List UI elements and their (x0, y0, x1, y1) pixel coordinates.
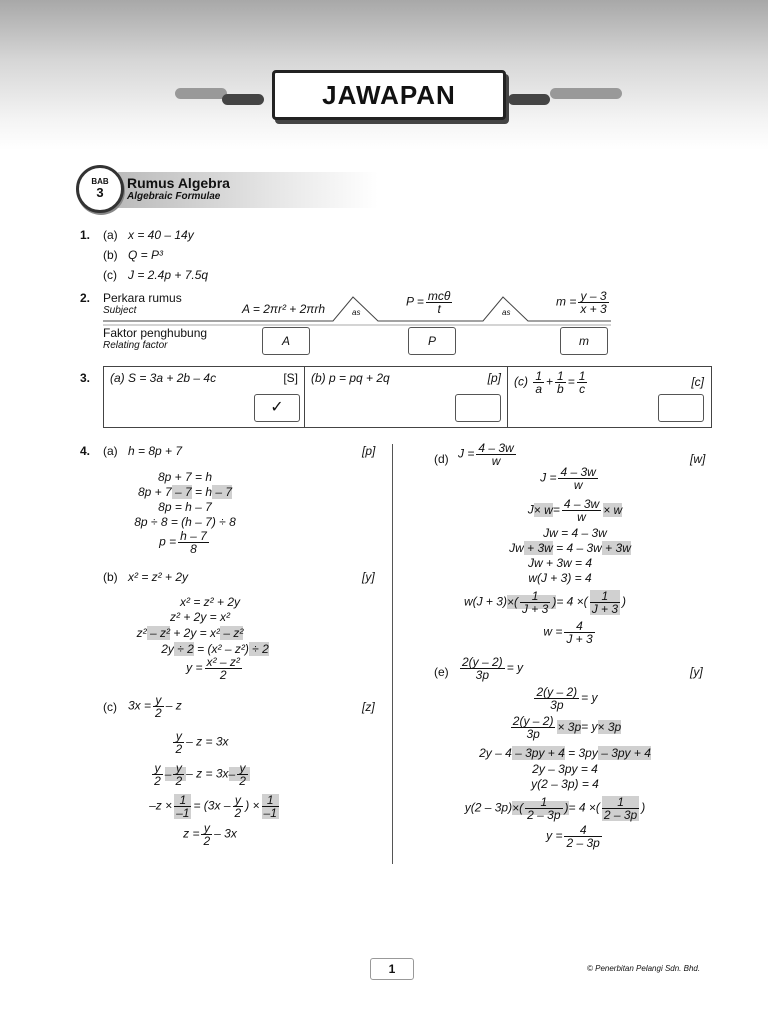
q4c-step-4-rhs: – 3x (214, 826, 237, 841)
q4e-step-2-frac (511, 715, 556, 740)
q4c-tag: [z] (362, 700, 375, 714)
q2-formula-3-num: y – 3 (580, 289, 607, 303)
q4d-tag: [w] (690, 452, 706, 466)
q2-formula-2-num: mcθ (427, 289, 451, 303)
q3-c-eq: = (567, 374, 575, 389)
q4c-step-1-rhs: – z = 3x (186, 734, 229, 749)
q4c-step-2 (120, 762, 280, 787)
q4d-eq-frac (476, 442, 515, 467)
q4c-step-3-frac-2 (262, 794, 279, 819)
q2-formula-3 (556, 290, 611, 315)
q4d-step-7-frac-2 (590, 590, 620, 615)
q4e-step-6-n1: 1 (540, 795, 548, 809)
q3-c-plus: + (546, 374, 554, 389)
q3-c-d3: c (577, 382, 588, 395)
q4e-step-7-num: 4 (579, 823, 587, 837)
q4c-step-1-frac (173, 730, 184, 755)
q4b-step-5-den: 2 (205, 668, 242, 681)
q4a-step-5-frac (178, 530, 209, 555)
q4a-label: (a) (103, 444, 118, 458)
q3-c-answer-box (658, 394, 704, 422)
q4c-step-3 (130, 794, 300, 819)
q4b-step-5-num: x² – z² (206, 655, 240, 669)
q4b-step-5 (165, 656, 265, 681)
q4a-step-2-hl-1: – 7 (171, 485, 192, 499)
q4c-step-1-den: 2 (175, 742, 183, 756)
q4d-step-7-h1: ×( (506, 594, 518, 609)
q3-number: 3. (80, 371, 91, 385)
q3-b-answer-box (455, 394, 501, 422)
q3-cell-a (104, 367, 305, 427)
q4c-step-2-hl-1-pre: – (164, 766, 172, 781)
q4d-eq-num: 4 – 3w (478, 441, 514, 455)
q4c-equation (128, 694, 182, 719)
q4d-step-2-den: w (562, 510, 601, 523)
q3-c-frac-3 (577, 370, 588, 395)
q4d-step-2-num: 4 – 3w (563, 497, 600, 511)
q4e-step-6-pre: y(2 – 3p) (464, 800, 513, 815)
q4e-step-6-d2: 2 – 3p (603, 808, 638, 822)
q4d-step-1 (520, 466, 620, 491)
q4e-step-6-frac-1 (525, 796, 562, 821)
q4c-step-2-hl-1-frac (173, 762, 184, 787)
q4d-step-7-frac-1 (520, 590, 550, 615)
q2-formula-3-lhs: m = (556, 294, 577, 309)
q1-b-label: (b) (103, 248, 118, 262)
q3-b-equation: (b) p = pq + 2q (311, 371, 390, 385)
q4-number: 4. (80, 444, 91, 458)
q4d-step-7-d1: J + 3 (521, 602, 549, 616)
q4c-step-3-yn: y (234, 793, 241, 807)
header-decoration-right-dark (508, 94, 550, 105)
q4e-step-5: y(2 – 3p) = 4 (531, 777, 599, 791)
q4c-eq-lhs: 3x = (128, 698, 152, 713)
q4a-step-2-pre: 8p + 7 (137, 485, 172, 499)
q2-subject-label: Perkara rumus (103, 291, 182, 305)
q2-formula-3-den: x + 3 (580, 302, 607, 316)
q4e-eq-den: 3p (460, 668, 505, 681)
q4c-step-2-frac (152, 762, 163, 787)
q4c-step-4-frac (201, 822, 212, 847)
q4b-step-3-hl-2: – z² (220, 626, 244, 640)
q4d-eq-den: w (476, 454, 515, 467)
q2-answer-box-2: P (408, 327, 456, 355)
q3-c-frac-1 (533, 370, 544, 395)
q4c-step-4-den: 2 (203, 834, 211, 848)
q3-c-tag: [c] (691, 375, 704, 389)
q4c-step-3-pre: –z × (149, 798, 173, 813)
q4d-step-7: w(J + 3)×( $\frac{1}{J + 3}$ )= 4 ×( $\frac{1}{J + 3}$ ) (463, 589, 627, 616)
q4e-step-6: y(2 – 3p)×( $\frac{1}{2 - 3p}$ )= 4 ×( $\frac{1}{2 - 3p}$ ) (464, 795, 646, 822)
q4e-step-6-h1: ×( (512, 800, 524, 815)
q4d-step-3: Jw = 4 – 3w (543, 526, 607, 540)
header-decoration-left-dark (222, 94, 264, 105)
q4c-step-2-hden: 2 (175, 774, 183, 788)
q4d-step-6: w(J + 3) = 4 (528, 571, 592, 585)
q4c-step-2-hl-1 (164, 761, 186, 788)
q2-formula-3-frac (578, 290, 608, 315)
q4b-step-4 (145, 642, 285, 656)
q4e-step-3 (470, 746, 660, 760)
q4d-step-8-lhs: w = (543, 624, 563, 639)
q4d-step-1-frac (558, 466, 597, 491)
q4d-step-4-hl-2: + 3w (601, 541, 631, 555)
q2-formula-2-lhs: P = (406, 294, 424, 309)
q4c-step-2-h2num: y (239, 761, 246, 775)
q4d-step-4 (490, 541, 650, 555)
q4c-step-2-den: 2 (154, 774, 161, 788)
q4e-step-2-hl-1: × 3p (557, 719, 582, 734)
q4a-step-2-hl-2: – 7 (212, 485, 233, 499)
q4d-step-2-hl-2: × w (603, 502, 623, 517)
q4c-step-4-lhs: z = (183, 826, 200, 841)
q4b-step-4-hl-1: ÷ 2 (173, 642, 194, 656)
q4d-step-7-n2: 1 (601, 589, 609, 603)
q2-formula-2-frac (426, 290, 453, 315)
q1-a-answer: x = 40 – 14y (128, 228, 194, 242)
q4e-step-1-rhs: = y (581, 690, 598, 705)
q4d-step-7-d2: J + 3 (591, 602, 619, 616)
header-decoration-right (550, 88, 622, 99)
q4e-step-2 (480, 715, 650, 740)
q3-c-frac-2 (555, 370, 566, 395)
q4c-step-2-mid: – z = 3x (186, 766, 229, 781)
q3-c-n3: 1 (578, 369, 586, 383)
q4b-step-2: z² + 2y = x² (169, 610, 231, 624)
q4b-step-3 (115, 626, 265, 640)
q4e-step-3-hl-1: – 3py + 4 (511, 746, 565, 760)
q4e-tag: [y] (690, 665, 703, 679)
q4d-equation (458, 442, 518, 467)
q4e-step-3-hl-2: – 3py + 4 (597, 746, 651, 760)
q4d-step-8-frac (564, 620, 594, 645)
q4e-label: (e) (434, 665, 449, 679)
q3-c-d2: b (557, 382, 564, 396)
q2-formula-1: A = 2πr² + 2πrh (242, 302, 325, 316)
q4c-eq-rhs: – z (165, 698, 182, 713)
q1-number: 1. (80, 228, 91, 242)
q4c-step-1 (150, 730, 250, 755)
q4d-step-2-pre: J (527, 502, 534, 517)
q3-cell-b (305, 367, 508, 427)
q4e-step-2-mid: = y (581, 719, 598, 734)
q4d-step-1-lhs: J = (540, 470, 557, 485)
q4d-step-1-den: w (558, 478, 597, 491)
q3-a-tag: [S] (283, 371, 298, 385)
q3-c-equation (514, 370, 589, 395)
q2-factor-label-en: Relating factor (103, 340, 168, 351)
q3-c-d1: a (535, 382, 543, 396)
q4e-step-6-n2: 1 (617, 795, 624, 809)
q4b-step-4-mid: = (x² – z²) (193, 642, 249, 656)
q4e-step-4: 2y – 3py = 4 (532, 762, 598, 776)
q4b-step-3-pre: z² (136, 626, 147, 640)
q4e-step-6-frac-2 (602, 796, 639, 821)
q4c-step-3-frac-1 (174, 794, 191, 819)
page-title: JAWAPAN (272, 70, 506, 120)
q4e-step-7 (520, 824, 630, 849)
q4c-step-2-hl-2-frac (237, 762, 248, 787)
q4e-step-1-den: 3p (534, 698, 579, 711)
q4d-step-4-hl-1: + 3w (523, 541, 553, 555)
q4e-step-7-lhs: y = (546, 828, 563, 843)
q4e-step-6-mid: = 4 ×( (568, 800, 600, 815)
q4d-step-8 (520, 620, 620, 645)
q4b-step-5-frac (205, 656, 242, 681)
q4c-eq-frac (153, 694, 164, 719)
q3-table (103, 366, 712, 428)
q4c-step-2-hl-2 (228, 761, 250, 788)
q1-c-label: (c) (103, 268, 117, 282)
q4d-step-8-num: 4 (576, 619, 583, 633)
q4d-step-7-n1: 1 (531, 589, 539, 603)
q4b-step-3-mid: + 2y = x² (169, 626, 221, 640)
q4e-step-1-frac (534, 686, 579, 711)
q2-factor-label: Faktor penghubung (103, 326, 208, 340)
q4b-step-5-lhs: y = (186, 660, 203, 675)
q4b-step-1: x² = z² + 2y (179, 595, 241, 609)
q2-formula-2-den: t (426, 302, 453, 315)
q4d-step-2-hl-1: × w (533, 502, 553, 517)
q4a-step-5-den: 8 (178, 542, 209, 555)
q4d-step-5: Jw + 3w = 4 (527, 556, 593, 570)
chapter-badge (76, 165, 124, 213)
q2-subject-label-en: Subject (103, 305, 137, 316)
q4e-step-7-den: 2 – 3p (566, 836, 600, 850)
q4d-step-8-den: J + 3 (566, 632, 593, 646)
q4b-step-4-pre: 2y (161, 642, 174, 656)
q4a-step-5-lhs: p = (159, 534, 177, 549)
chapter-subtitle: Algebraic Formulae (127, 191, 221, 202)
q4a-step-1: 8p + 7 = h (157, 470, 213, 484)
q4e-step-6-d1: 2 – 3p (527, 808, 561, 822)
q2-as-1: as (352, 308, 361, 317)
q4a-step-5-num: h – 7 (180, 529, 207, 543)
q4c-step-3-d2: –1 (263, 806, 277, 820)
q4a-step-4: 8p ÷ 8 = (h – 7) ÷ 8 (134, 515, 236, 529)
q4e-step-2-hl-2: × 3p (597, 719, 622, 734)
page-number: 1 (370, 958, 414, 980)
header-decoration-left (175, 88, 227, 99)
q4c-step-3-frac-y (233, 794, 244, 819)
q4d-step-7-hl-1: ×( $\frac{1}{J + 3}$ ) (506, 589, 557, 616)
q4c-step-2-h2den: 2 (239, 774, 246, 788)
q4b-step-4-hl-2: ÷ 2 (248, 642, 269, 656)
q4a-step-5 (130, 530, 240, 555)
q4d-step-4-mid: = 4 – 3w (552, 541, 602, 555)
q4c-step-1-num: y (175, 729, 182, 743)
q4e-eq-frac (460, 656, 505, 681)
q4e-step-2-den: 3p (511, 727, 556, 740)
q3-b-tag: [p] (487, 371, 501, 385)
q4c-step-3-n: 1 (179, 793, 187, 807)
q4e-step-3-pre: 2y – 4 (479, 746, 512, 760)
column-divider (392, 444, 393, 864)
q2-formula-2 (406, 290, 454, 315)
q4e-step-1 (510, 686, 620, 711)
q2-as-2: as (502, 308, 511, 317)
q4c-step-2-hl-2-pre: – (228, 766, 236, 781)
q4a-equation: h = 8p + 7 (128, 444, 183, 458)
q4e-eq-rhs: = y (506, 660, 524, 675)
q4a-step-2-mid: = h (191, 485, 213, 499)
q4e-step-6-hl-1: ×( $\frac{1}{2 - 3p}$ ) (512, 795, 569, 822)
q4e-equation (458, 656, 523, 681)
q4d-step-2-frac (562, 498, 601, 523)
q2-number: 2. (80, 291, 91, 305)
q4d-step-7-mid: = 4 ×( (556, 594, 588, 609)
q4c-step-3-yd: 2 (234, 806, 242, 820)
q4d-step-7-pre: w(J + 3) (463, 594, 507, 609)
q1-b-answer: Q = P³ (128, 248, 164, 262)
q4e-eq-num: 2(y – 2) (462, 655, 503, 669)
chapter-title: Rumus Algebra (127, 175, 230, 191)
q3-a-check-box: ✓ (254, 394, 300, 422)
q4c-step-2-hnum: y (175, 761, 182, 775)
q3-c-label: (c) (514, 374, 528, 389)
q4d-label: (d) (434, 452, 449, 466)
q4c-step-3-n2: 1 (266, 793, 274, 807)
q4e-step-7-frac (564, 824, 601, 849)
q4a-step-3: 8p = h – 7 (158, 500, 212, 514)
q4c-step-3-d: –1 (176, 806, 190, 820)
q3-a-equation: (a) S = 3a + 2b – 4c (110, 371, 217, 385)
copyright: © Penerbitan Pelangi Sdn. Bhd. (587, 964, 701, 973)
q4b-equation: x² = z² + 2y (128, 570, 189, 584)
q4b-tag: [y] (362, 570, 375, 584)
q4d-step-2 (500, 498, 650, 523)
q4c-step-2-num: y (154, 761, 161, 775)
q4d-step-1-num: 4 – 3w (560, 465, 596, 479)
q4d-eq-lhs: J = (458, 446, 475, 461)
q4c-step-3-close: ) × (245, 798, 260, 813)
q4d-step-4-pre: Jw (509, 541, 524, 555)
chapter-number: 3 (96, 185, 104, 200)
q3-cell-c (508, 367, 710, 427)
q4b-label: (b) (103, 570, 118, 584)
q4c-step-4 (160, 822, 260, 847)
q1-a-label: (a) (103, 228, 118, 242)
q3-c-n1: 1 (535, 369, 543, 383)
q4d-step-2-eq: = (552, 502, 560, 517)
q4e-step-2-num: 2(y – 2) (512, 714, 554, 728)
q4a-tag: [p] (362, 444, 376, 458)
q4c-step-4-num: y (203, 821, 210, 835)
q4c-step-3-mid: = (3x – (193, 798, 231, 813)
q1-c-answer: J = 2.4p + 7.5q (128, 268, 209, 282)
q4c-label: (c) (103, 700, 117, 714)
q2-answer-box-3: m (560, 327, 608, 355)
q4a-step-2 (110, 485, 260, 499)
q3-c-n2: 1 (557, 369, 564, 383)
chapter-bab-label: BAB (91, 177, 109, 186)
q4b-step-3-hl-1: – z² (146, 626, 170, 640)
q4e-step-1-num: 2(y – 2) (536, 685, 578, 699)
q4e-step-3-mid: = 3py (564, 746, 598, 760)
q4c-eq-num: y (155, 693, 162, 707)
q4c-eq-den: 2 (155, 706, 162, 720)
q2-answer-box-1: A (262, 327, 310, 355)
